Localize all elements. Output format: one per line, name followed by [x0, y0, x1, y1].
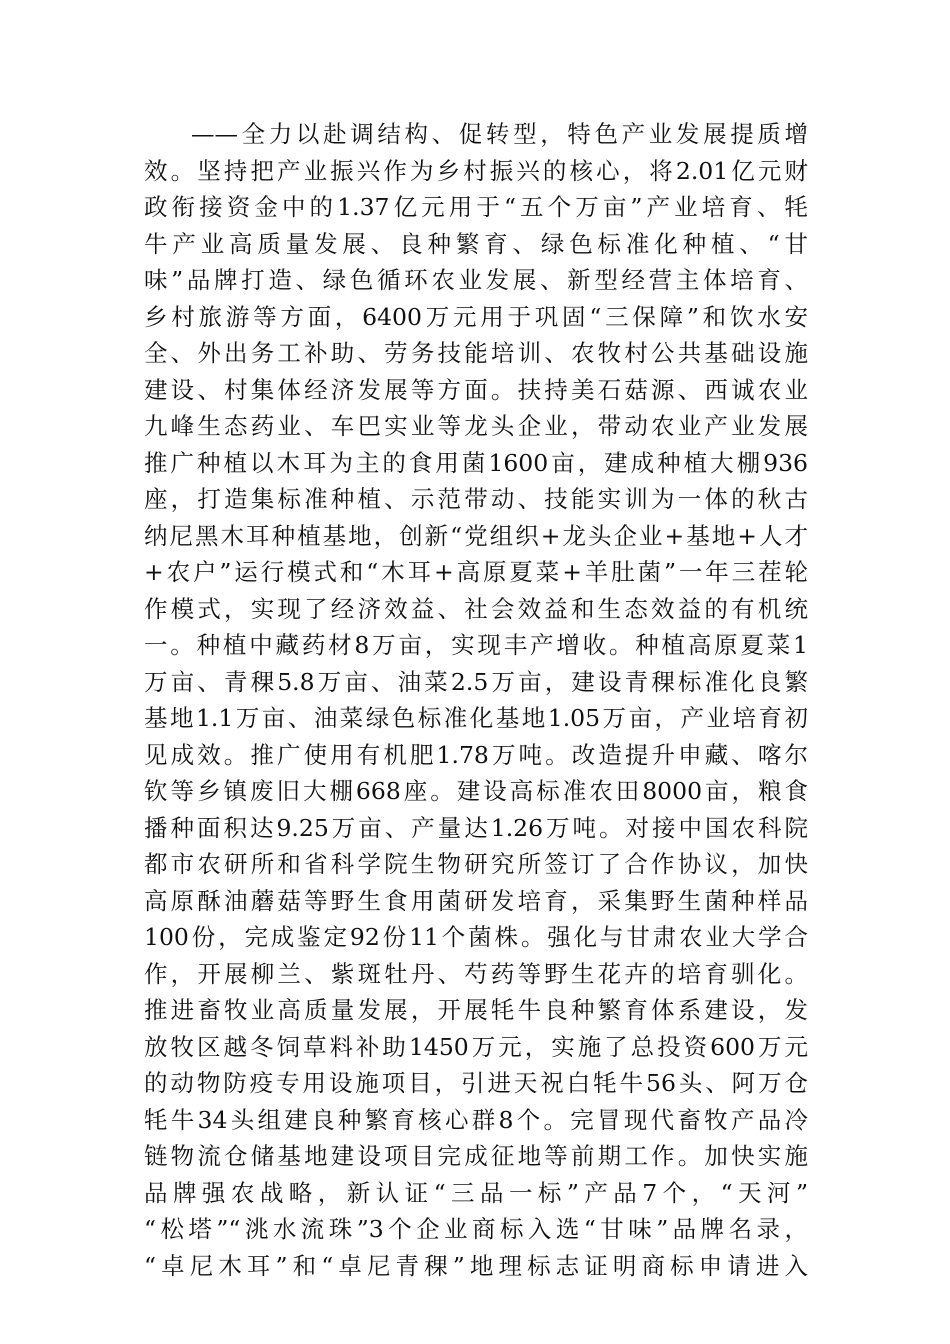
paragraph-line: 一。种植中藏药材8万亩，实现丰产增收。种植高原夏菜1	[144, 631, 808, 659]
paragraph-line: 纳尼黑木耳种植基地，创新“党组织+龙头企业+基地+人才	[144, 521, 808, 550]
paragraph-line: 全、外出务工补助、劳务技能培训、农牧村公共基础设施	[144, 339, 808, 367]
paragraph-line: 高原酥油蘑菇等野生食用菌研发培育，采集野生菌种样品	[144, 886, 808, 915]
paragraph-line: 效。坚持把产业振兴作为乡村振兴的核心，将2.01亿元财	[144, 156, 808, 185]
paragraph-line: 品牌强农战略，新认证“三品一标”产品7个，“天河”	[144, 1178, 808, 1207]
paragraph-line: 作模式，实现了经济效益、社会效益和生态效益的有机统	[144, 594, 808, 623]
paragraph-line: 推广种植以木耳为主的食用菌1600亩，建成种植大棚936	[144, 448, 808, 477]
body-paragraph	[144, 116, 808, 1284]
paragraph-line: 作，开展柳兰、紫斑牡丹、芍药等野生花卉的培育驯化。	[144, 959, 808, 988]
paragraph-line: 推进畜牧业高质量发展，开展牦牛良种繁育体系建设，发	[144, 996, 808, 1024]
paragraph-line: 基地1.1万亩、油菜绿色标准化基地1.05万亩，产业培育初	[144, 704, 808, 732]
paragraph-line: 牛产业高质量发展、良种繁育、绿色标准化种植、“甘	[144, 229, 808, 258]
paragraph-line: 万亩、青稞5.8万亩、油菜2.5万亩，建设青稞标准化良繁	[144, 667, 808, 696]
paragraph-line: “松塔”“洮水流珠”3个企业商标入选“甘味”品牌名录，	[144, 1215, 808, 1243]
paragraph-line: 放牧区越冬饲草料补助1450万元，实施了总投资600万元	[144, 1032, 808, 1061]
paragraph-line: 见成效。推广使用有机肥1.78万吨。改造提升申藏、喀尔	[144, 740, 808, 769]
paragraph-line: 座，打造集标准种植、示范带动、技能实训为一体的秋古	[144, 485, 808, 513]
paragraph-line: 建设、村集体经济发展等方面。扶持美石菇源、西诚农业	[144, 375, 808, 404]
paragraph-line: 100份，完成鉴定92份11个菌株。强化与甘肃农业大学合	[144, 923, 808, 951]
paragraph-line: 九峰生态药业、车巴实业等龙头企业，带动农业产业发展	[144, 412, 808, 440]
paragraph-line: 都市农研所和省科学院生物研究所签订了合作协议，加快	[144, 850, 808, 878]
paragraph-line: 链物流仓储基地建设项目完成征地等前期工作。加快实施	[144, 1142, 808, 1170]
paragraph-line: 味”品牌打造、绿色循环农业发展、新型经营主体培育、	[144, 266, 808, 294]
paragraph-line: 钦等乡镇废旧大棚668座。建设高标准农田8000亩，粮食	[144, 777, 808, 805]
paragraph-line: 牦牛34头组建良种繁育核心群8个。完冒现代畜牧产品冷	[144, 1105, 808, 1134]
paragraph-line: 的动物防疫专用设施项目，引进天祝白牦牛56头、阿万仓	[144, 1069, 808, 1097]
paragraph-line: 播种面积达9.25万亩、产量达1.26万吨。对接中国农科院	[144, 813, 808, 842]
paragraph-line: +农户”运行模式和“木耳+高原夏菜+羊肚菌”一年三茬轮	[144, 558, 808, 586]
paragraph-line: ——全力以赴调结构、促转型，特色产业发展提质增	[191, 120, 808, 148]
paragraph-line: “卓尼木耳”和“卓尼青稞”地理标志证明商标申请进入	[144, 1251, 808, 1280]
paragraph-line: 乡村旅游等方面，6400万元用于巩固“三保障”和饮水安	[144, 302, 808, 331]
paragraph-line: 政衔接资金中的1.37亿元用于“五个万亩”产业培育、牦	[144, 193, 808, 221]
